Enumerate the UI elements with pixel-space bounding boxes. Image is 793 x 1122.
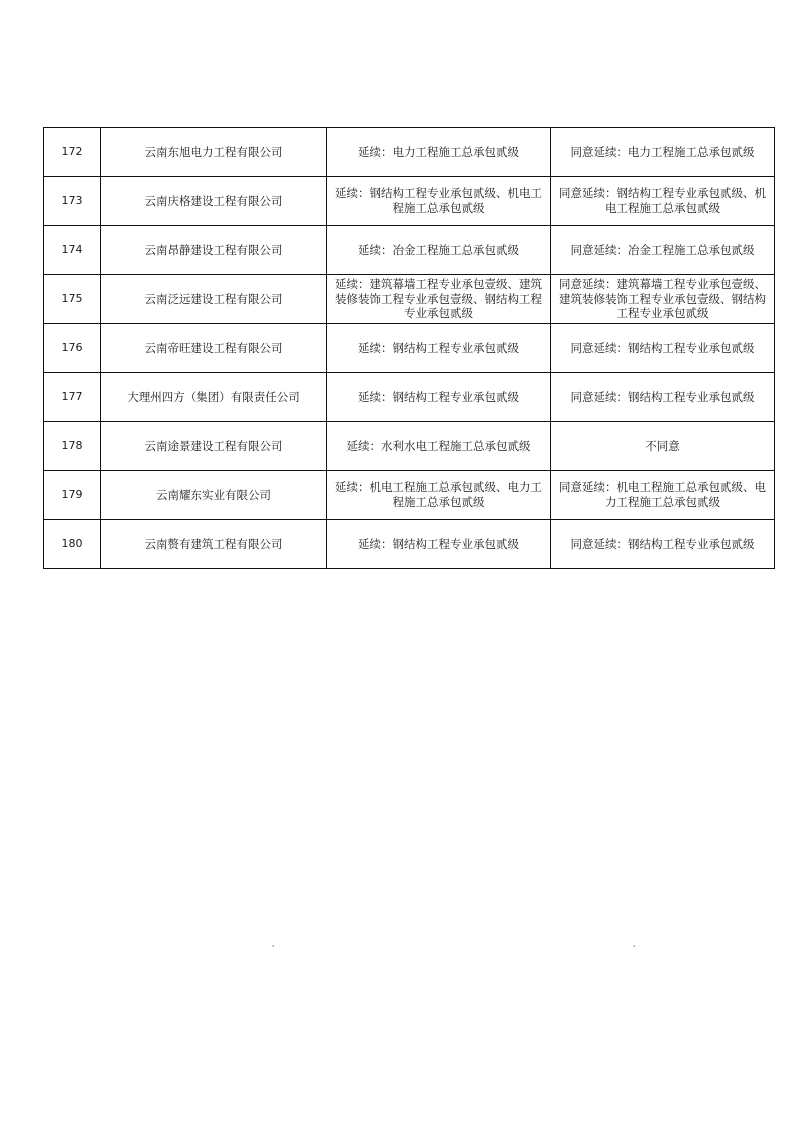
scan-mark-left: ' [272, 944, 275, 953]
company-name-cell: 云南泛远建设工程有限公司 [101, 275, 327, 324]
result-cell: 同意延续：机电工程施工总承包贰级、电力工程施工总承包贰级 [551, 471, 775, 520]
request-cell: 延续：钢结构工程专业承包贰级 [327, 373, 551, 422]
table-row [44, 177, 775, 226]
company-name-cell: 云南帝旺建设工程有限公司 [101, 324, 327, 373]
company-name-cell: 云南途景建设工程有限公司 [101, 422, 327, 471]
row-number-cell: 172 [44, 128, 101, 177]
request-cell: 延续：钢结构工程专业承包贰级、机电工程施工总承包贰级 [327, 177, 551, 226]
row-number-cell: 177 [44, 373, 101, 422]
result-cell: 同意延续：钢结构工程专业承包贰级 [551, 520, 775, 569]
request-cell: 延续：电力工程施工总承包贰级 [327, 128, 551, 177]
result-cell: 同意延续：电力工程施工总承包贰级 [551, 128, 775, 177]
result-cell: 同意延续：钢结构工程专业承包贰级、机电工程施工总承包贰级 [551, 177, 775, 226]
result-cell: 同意延续：冶金工程施工总承包贰级 [551, 226, 775, 275]
company-name-cell: 云南昂静建设工程有限公司 [101, 226, 327, 275]
table-row [44, 520, 775, 569]
table-row [44, 324, 775, 373]
company-name-cell: 云南赘有建筑工程有限公司 [101, 520, 327, 569]
row-number-cell: 180 [44, 520, 101, 569]
request-cell: 延续：钢结构工程专业承包贰级 [327, 324, 551, 373]
result-cell: 同意延续：钢结构工程专业承包贰级 [551, 373, 775, 422]
request-cell: 延续：机电工程施工总承包贰级、电力工程施工总承包贰级 [327, 471, 551, 520]
row-number-cell: 175 [44, 275, 101, 324]
request-cell: 延续：冶金工程施工总承包贰级 [327, 226, 551, 275]
table-row [44, 471, 775, 520]
row-number-cell: 179 [44, 471, 101, 520]
table-row [44, 275, 775, 324]
scan-mark-right: ' [633, 944, 636, 953]
company-name-cell: 云南耀东实业有限公司 [101, 471, 327, 520]
table-row [44, 226, 775, 275]
qualification-table [43, 127, 775, 569]
request-cell: 延续：建筑幕墙工程专业承包壹级、建筑装修装饰工程专业承包壹级、钢结构工程专业承包贰级 [327, 275, 551, 324]
table-row [44, 373, 775, 422]
result-cell: 不同意 [551, 422, 775, 471]
row-number-cell: 173 [44, 177, 101, 226]
company-name-cell: 云南庆格建设工程有限公司 [101, 177, 327, 226]
row-number-cell: 174 [44, 226, 101, 275]
company-name-cell: 大理州四方（集团）有限责任公司 [101, 373, 327, 422]
result-cell: 同意延续：建筑幕墙工程专业承包壹级、建筑装修装饰工程专业承包壹级、钢结构工程专业承包贰级 [551, 275, 775, 324]
request-cell: 延续：钢结构工程专业承包贰级 [327, 520, 551, 569]
row-number-cell: 178 [44, 422, 101, 471]
row-number-cell: 176 [44, 324, 101, 373]
result-cell: 同意延续：钢结构工程专业承包贰级 [551, 324, 775, 373]
company-name-cell: 云南东旭电力工程有限公司 [101, 128, 327, 177]
table-row [44, 422, 775, 471]
table-row [44, 128, 775, 177]
request-cell: 延续：水利水电工程施工总承包贰级 [327, 422, 551, 471]
